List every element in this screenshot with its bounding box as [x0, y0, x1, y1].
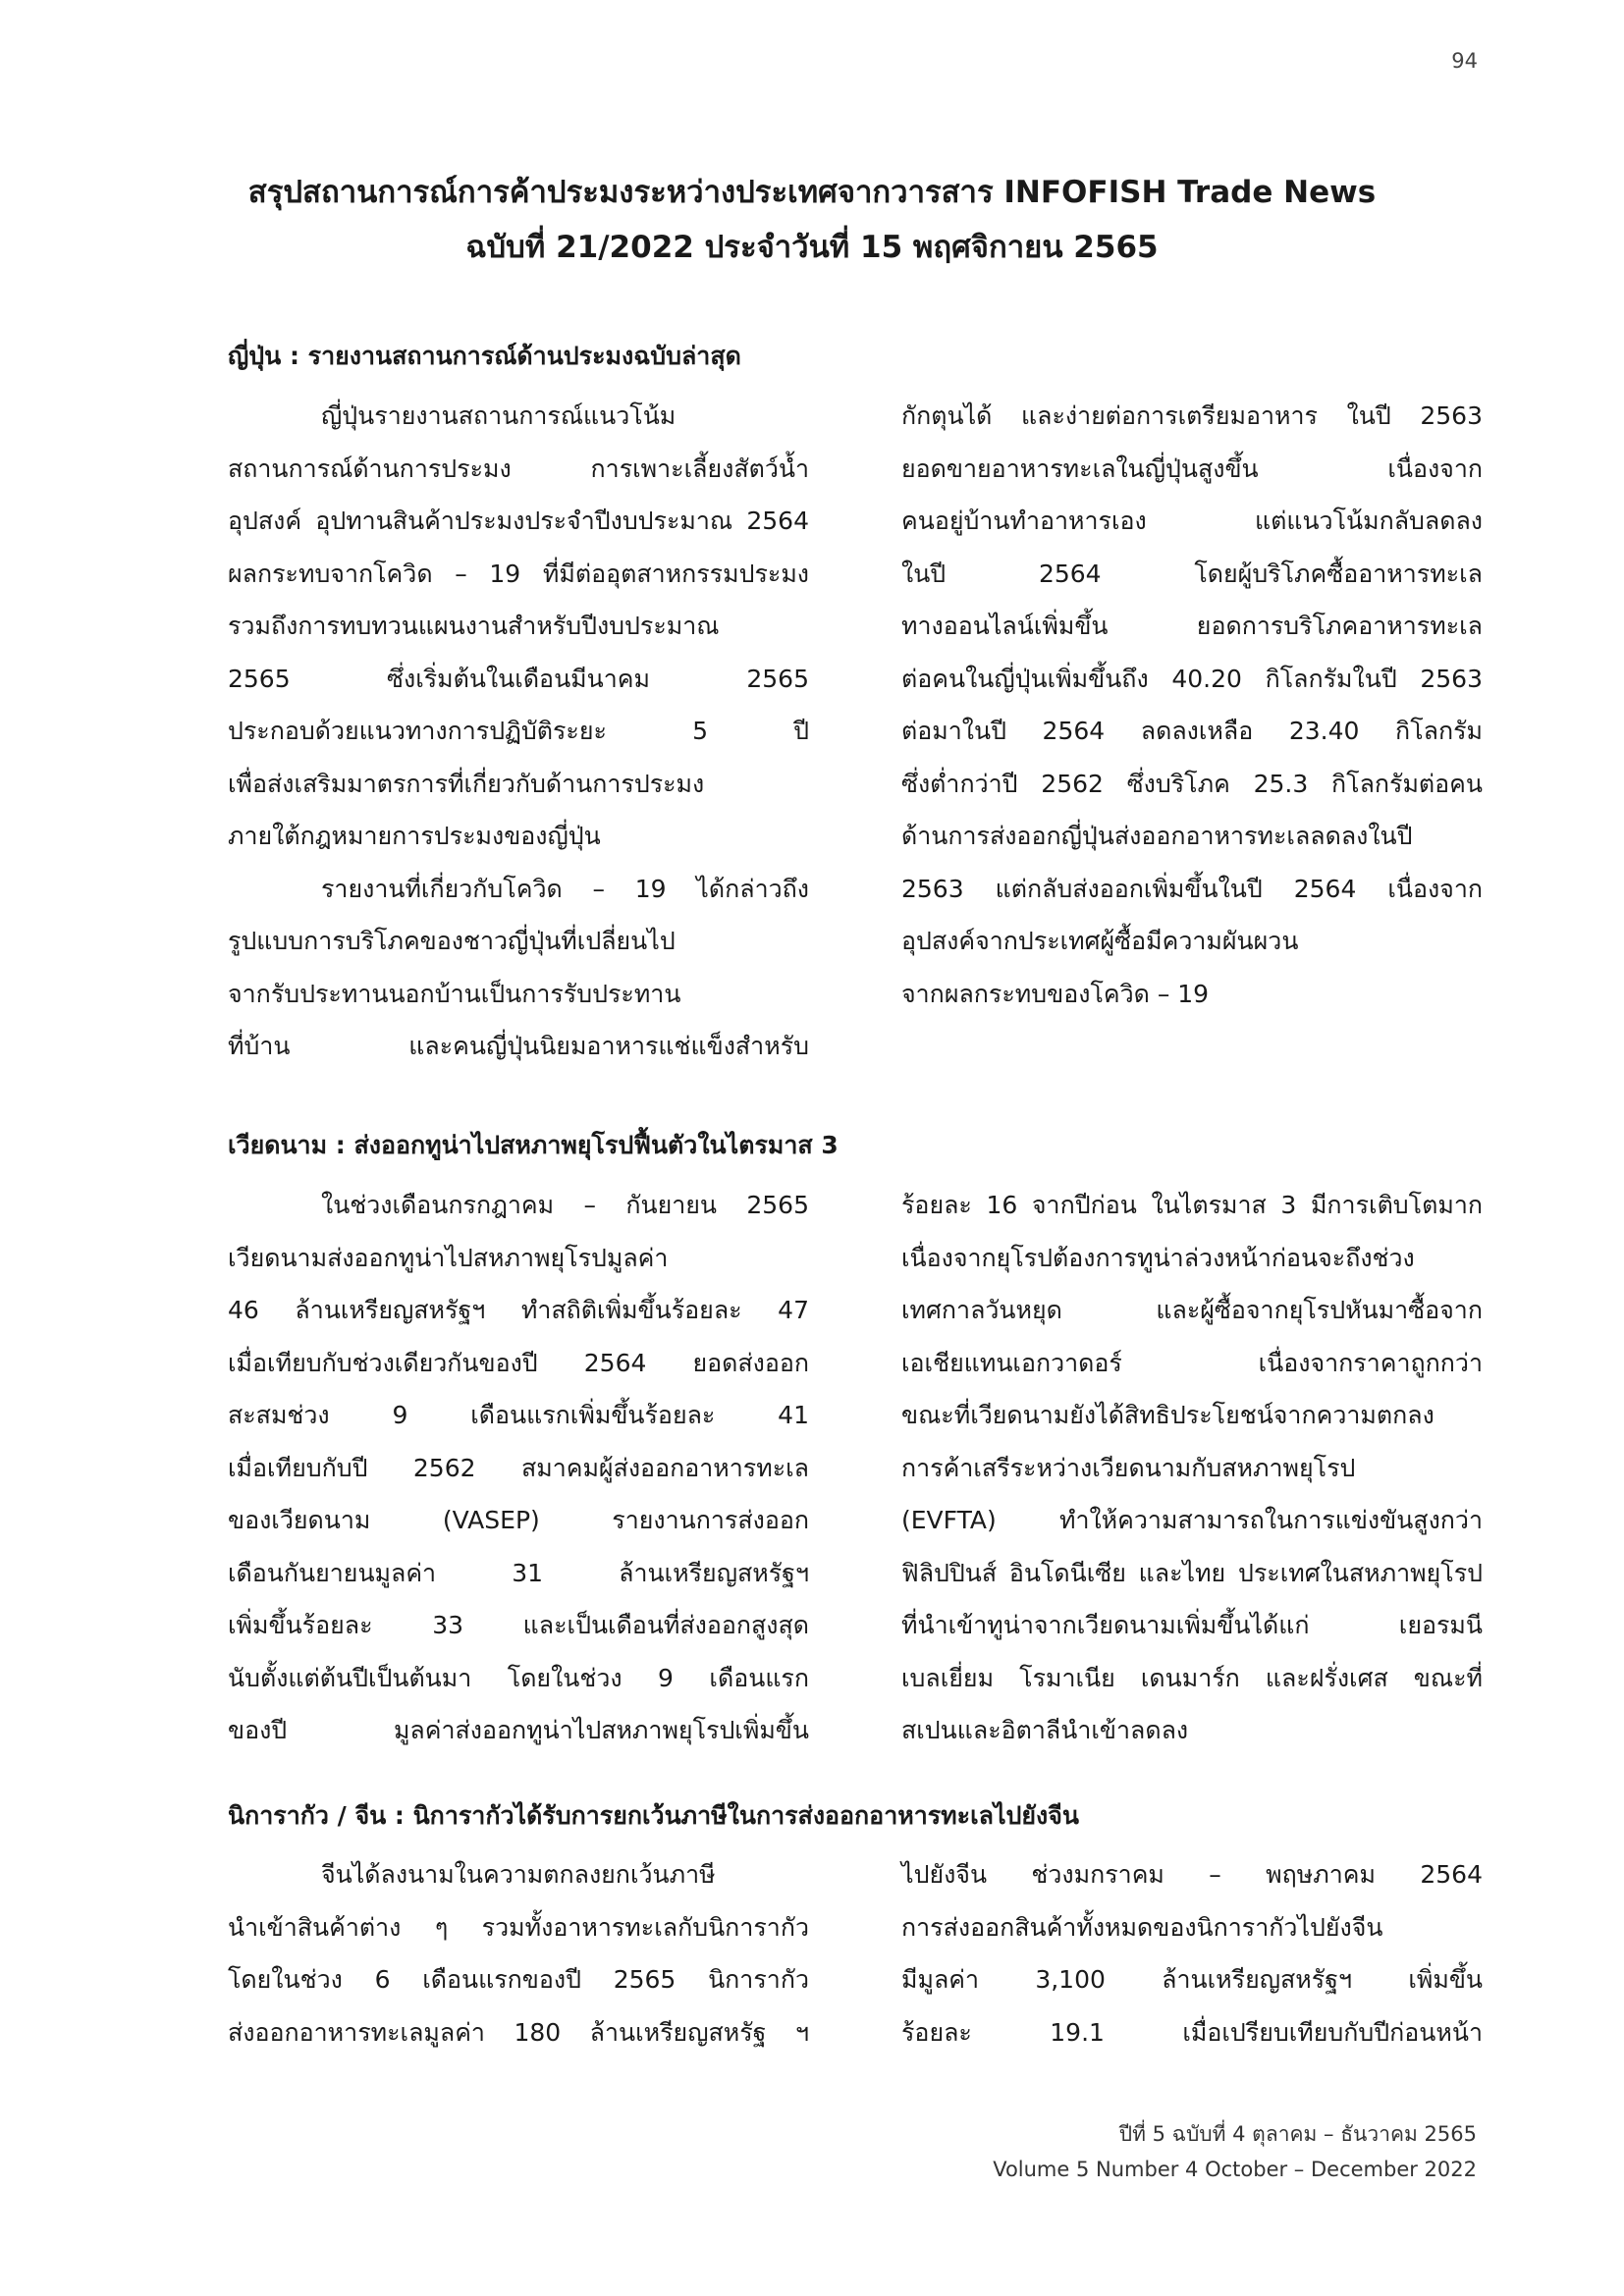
text-line: นับตั้งแต่ต้นปีเป็นต้นมา โดยในช่วง 9 เดือนแรก — [228, 1663, 809, 1692]
text-line: สะสมช่วง 9 เดือนแรกเพิ่มขึ้นร้อยละ 41 — [228, 1401, 809, 1429]
footer-issue-thai: ปีที่ 5 ฉบับที่ 4 ตุลาคม – ธันวาคม 2565 — [1118, 2122, 1477, 2146]
title-line-2: ฉบับที่ 21/2022 ประจำวันที่ 15 พฤศจิกายน 2565 — [465, 230, 1159, 265]
text-line: เอเชียแทนเอกวาดอร์ เนื่องจากราคาถูกกว่า — [901, 1348, 1483, 1377]
text-line: ร้อยละ 19.1 เมื่อเปรียบเทียบกับปีก่อนหน้า — [901, 2017, 1483, 2047]
text-line: 2563 แต่กลับส่งออกเพิ่มขึ้นในปี 2564 เนื่องจาก — [901, 874, 1483, 903]
title-line-1: สรุปสถานการณ์การค้าประมงระหว่างประเทศจากวารสาร INFOFISH Trade News — [247, 175, 1377, 210]
text-line: เทศกาลวันหยุด และผู้ซื้อจากยุโรปหันมาซื้อจาก — [901, 1296, 1483, 1324]
page-footer — [884, 2116, 1477, 2187]
text-line: อุปสงค์จากประเทศผู้ซื้อมีความผันผวน — [901, 927, 1299, 955]
footer-issue-english: Volume 5 Number 4 October – December 2022 — [993, 2158, 1477, 2181]
text-line: รายงานที่เกี่ยวกับโควิด – 19 ได้กล่าวถึง — [321, 874, 809, 903]
text-line: โดยในช่วง 6 เดือนแรกของปี 2565 นิการากัว — [228, 1965, 809, 1994]
text-line: 2565 ซึ่งเริ่มต้นในเดือนมีนาคม 2565 — [228, 664, 809, 693]
section-vietnam-right-column — [901, 1179, 1483, 1757]
text-line: เบลเยี่ยม โรมาเนีย เดนมาร์ก และฝรั่งเศส ขณะที่ — [901, 1663, 1483, 1692]
text-line: ผลกระทบจากโควิด – 19 ที่มีต่ออุตสาหกรรมประมง — [228, 559, 809, 588]
text-line: ประกอบด้วยแนวทางการปฏิบัติระยะ 5 ปี — [228, 717, 809, 745]
section-japan-right-column — [901, 390, 1483, 1020]
text-line: 46 ล้านเหรียญสหรัฐฯ ทำสถิติเพิ่มขึ้นร้อยละ 47 — [228, 1296, 809, 1324]
text-line: ญี่ปุ่นรายงานสถานการณ์แนวโน้ม — [321, 401, 677, 430]
text-line: ในปี 2564 โดยผู้บริโภคซื้ออาหารทะเล — [901, 559, 1483, 588]
section-heading-japan: ญี่ปุ่น : รายงานสถานการณ์ด้านประมงฉบับล่าสุด — [228, 342, 741, 370]
text-line: การส่งออกสินค้าทั้งหมดของนิการากัวไปยังจีน — [901, 1912, 1383, 1942]
text-line: สถานการณ์ด้านการประมง การเพาะเลี้ยงสัตว์น้ำ — [228, 454, 809, 483]
section-nicaragua-left-column — [228, 1848, 809, 2058]
text-line: สเปนและอิตาลีนำเข้าลดลง — [901, 1716, 1189, 1744]
text-line: อุปสงค์ อุปทานสินค้าประมงประจำปีงบประมาณ 2564 — [228, 507, 809, 535]
text-line: มีมูลค่า 3,100 ล้านเหรียญสหรัฐฯ เพิ่มขึ้น — [901, 1965, 1483, 1994]
text-line: รูปแบบการบริโภคของชาวญี่ปุ่นที่เปลี่ยนไป — [228, 927, 676, 955]
text-line: จากผลกระทบของโควิด – 19 — [901, 979, 1210, 1008]
text-line: เดือนกันยายนมูลค่า 31 ล้านเหรียญสหรัฐฯ — [228, 1558, 809, 1587]
text-line: ไปยังจีน ช่วงมกราคม – พฤษภาคม 2564 — [901, 1860, 1483, 1889]
page-title — [147, 165, 1477, 275]
text-line: ยอดขายอาหารทะเลในญี่ปุ่นสูงขึ้น เนื่องจาก — [901, 454, 1483, 483]
text-line: ในช่วงเดือนกรกฎาคม – กันยายน 2565 — [321, 1191, 809, 1219]
text-line: ที่บ้าน และคนญี่ปุ่นนิยมอาหารแช่แข็งสำหรับ — [228, 1032, 809, 1060]
text-line: ทางออนไลน์เพิ่มขึ้น ยอดการบริโภคอาหารทะเล — [901, 612, 1483, 640]
text-line: เวียดนามส่งออกทูน่าไปสหภาพยุโรปมูลค่า — [228, 1243, 669, 1272]
text-line: จากรับประทานนอกบ้านเป็นการรับประทาน — [228, 979, 681, 1008]
text-line: ฟิลิปปินส์ อินโดนีเซีย และไทย ประเทศในสหภาพยุโรป — [901, 1558, 1483, 1587]
text-line: รวมถึงการทบทวนแผนงานสำหรับปีงบประมาณ — [228, 612, 720, 640]
text-line: จีนได้ลงนามในความตกลงยกเว้นภาษี — [321, 1860, 716, 1889]
text-line: ร้อยละ 16 จากปีก่อน ในไตรมาส 3 มีการเติบโตมาก — [901, 1191, 1483, 1219]
text-line: ของเวียดนาม (VASEP) รายงานการส่งออก — [228, 1506, 809, 1534]
text-line: ด้านการส่งออกญี่ปุ่นส่งออกอาหารทะเลลดลงในปี — [901, 822, 1413, 850]
section-japan-left-column — [228, 390, 809, 1073]
text-line: การค้าเสรีระหว่างเวียดนามกับสหภาพยุโรป — [901, 1453, 1356, 1482]
text-line: เมื่อเทียบกับช่วงเดียวกันของปี 2564 ยอดส่งออก — [228, 1348, 809, 1377]
text-line: เพิ่มขึ้นร้อยละ 33 และเป็นเดือนที่ส่งออกสูงสุด — [228, 1611, 809, 1639]
text-line: คนอยู่บ้านทำอาหารเอง แต่แนวโน้มกลับลดลง — [901, 507, 1483, 535]
text-line: เพื่อส่งเสริมมาตรการที่เกี่ยวกับด้านการประมง — [228, 769, 705, 798]
text-line: กักตุนได้ และง่ายต่อการเตรียมอาหาร ในปี 2563 — [901, 401, 1483, 430]
text-line: ซึ่งต่ำกว่าปี 2562 ซึ่งบริโภค 25.3 กิโลกรัมต่อคน — [901, 769, 1483, 798]
text-line: ต่อมาในปี 2564 ลดลงเหลือ 23.40 กิโลกรัม — [901, 717, 1483, 745]
text-line: เนื่องจากยุโรปต้องการทูน่าล่วงหน้าก่อนจะถึงช่วง — [901, 1243, 1415, 1272]
text-line: นำเข้าสินค้าต่าง ๆ รวมทั้งอาหารทะเลกับนิการากัว — [228, 1912, 809, 1942]
text-line: เมื่อเทียบกับปี 2562 สมาคมผู้ส่งออกอาหารทะเล — [228, 1453, 809, 1482]
section-heading-nicaragua-china: นิการากัว / จีน : นิการากัวได้รับการยกเว้นภาษีในการส่งออกอาหารทะเลไปยังจีน — [228, 1801, 1079, 1830]
text-line: ส่งออกอาหารทะเลมูลค่า 180 ล้านเหรียญสหรัฐ ฯ — [228, 2017, 809, 2047]
text-line: ของปี มูลค่าส่งออกทูน่าไปสหภาพยุโรปเพิ่มขึ้น — [228, 1716, 809, 1744]
section-nicaragua-right-column — [901, 1848, 1483, 2058]
text-line: (EVFTA) ทำให้ความสามารถในการแข่งขันสูงกว่า — [901, 1506, 1483, 1534]
text-line: ที่นำเข้าทูน่าจากเวียดนามเพิ่มขึ้นได้แก่ เยอรมนี — [901, 1611, 1483, 1639]
section-heading-vietnam: เวียดนาม : ส่งออกทูน่าไปสหภาพยุโรปฟื้นตัวในไตรมาส 3 — [228, 1131, 839, 1159]
text-line: ขณะที่เวียดนามยังได้สิทธิประโยชน์จากความตกลง — [901, 1401, 1435, 1429]
section-vietnam-left-column — [228, 1179, 809, 1757]
text-line: ภายใต้กฎหมายการประมงของญี่ปุ่น — [228, 822, 601, 850]
text-line: ต่อคนในญี่ปุ่นเพิ่มขึ้นถึง 40.20 กิโลกรัมในปี 2563 — [901, 664, 1483, 693]
page-number: 94 — [1451, 49, 1478, 73]
